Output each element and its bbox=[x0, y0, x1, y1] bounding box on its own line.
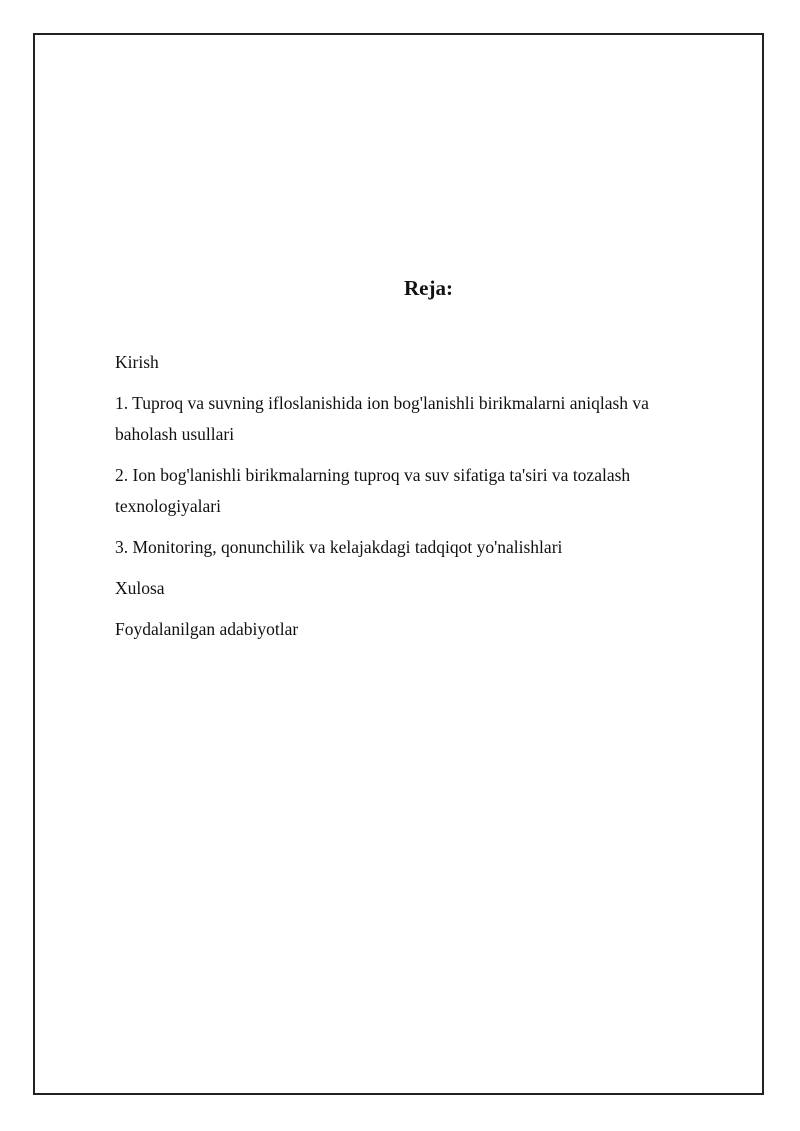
toc-item-references: Foydalanilgan adabiyotlar bbox=[115, 619, 299, 639]
toc-item-section-1: 1. Tuproq va suvning ifloslanishida ion bog'lanishli birikmalarni aniqlash va baholash usullari bbox=[115, 393, 649, 444]
toc-item-section-3: 3. Monitoring, qonunchilik va kelajakdagi tadqiqot yo'nalishlari bbox=[115, 537, 563, 557]
toc-item-conclusion: Xulosa bbox=[115, 578, 165, 598]
toc-item-introduction: Kirish bbox=[115, 352, 159, 372]
toc-item-section-2: 2. Ion bog'lanishli birikmalarning tuproq va suv sifatiga ta'siri va tozalash texnologiyalari bbox=[115, 465, 631, 516]
table-of-contents bbox=[115, 347, 695, 655]
page-title: Reja: bbox=[404, 276, 453, 300]
